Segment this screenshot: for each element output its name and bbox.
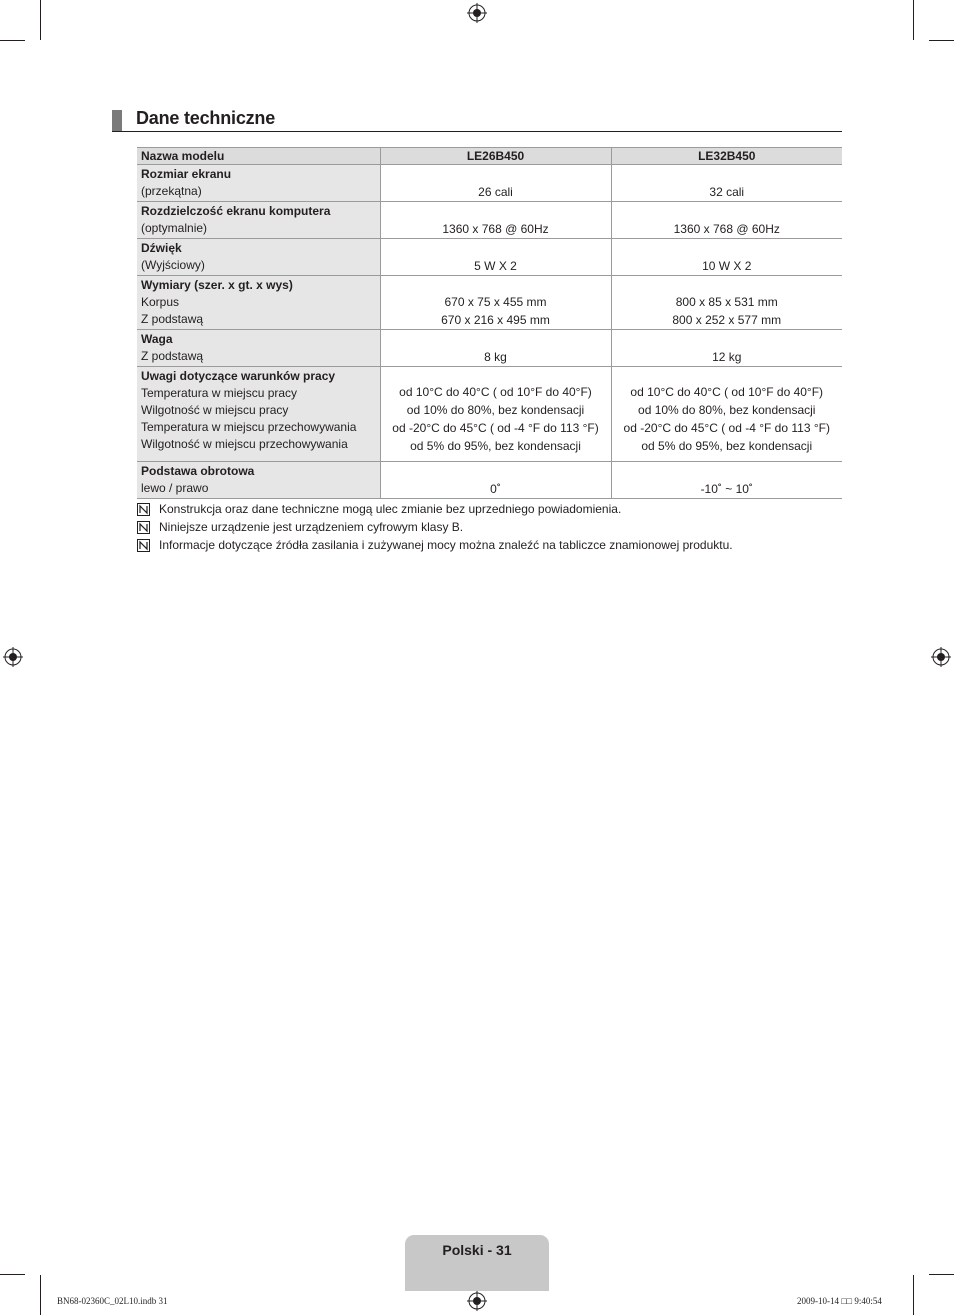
table-row [137,165,842,202]
print-slug-file: BN68-02360C_02L10.indb 31 [57,1296,168,1306]
row-label [137,202,380,239]
crop-mark [40,1275,41,1315]
row-value-model-1 [380,165,611,202]
note-icon [137,521,150,534]
registration-mark-icon [3,647,23,667]
crop-mark [929,1274,954,1275]
row-label-sub: Korpus [141,295,180,309]
row-label [137,330,380,367]
table-row [137,462,842,499]
cell-value: od -20°C do 45°C ( od -4 °F do 113 °F) [392,421,599,435]
table-row [137,202,842,239]
row-value-model-1 [380,462,611,499]
cell-value: 5 W X 2 [474,259,517,273]
row-value-model-2 [611,202,842,239]
row-label-sub: (Wyjściowy) [141,258,205,272]
cell-value: od 5% do 95%, bez kondensacji [641,439,813,453]
row-value-model-2 [611,276,842,330]
cell-value: 670 x 216 x 495 mm [441,313,550,327]
row-label-sub: Z podstawą [141,349,204,363]
header-model-name: Nazwa modelu [137,148,380,165]
crop-mark [0,1274,25,1275]
row-value-model-2 [611,330,842,367]
cell-value: od 5% do 95%, bez kondensacji [410,439,581,453]
list-item [137,500,857,518]
note-text: Konstrukcja oraz dane techniczne mogą ulec zmianie bez uprzedniego powiadomienia. [159,502,622,516]
row-value-model-2 [611,239,842,276]
row-label [137,165,380,202]
row-value-model-2 [611,367,842,462]
notes-list [137,500,857,554]
cell-value: od 10°C do 40°C ( od 10°F do 40°F) [399,385,592,399]
crop-mark [913,0,914,40]
page-number-tab [405,1235,549,1291]
print-slug-date: 2009-10-14 □□ 9:40:54 [797,1296,882,1306]
row-value-model-1 [380,330,611,367]
spec-table [137,147,842,499]
cell-value: -10˚ ~ 10˚ [700,482,753,496]
row-label-sub: lewo / prawo [141,481,209,495]
cell-value: 0˚ [490,482,501,496]
header-model-1: LE26B450 [380,148,611,165]
row-label [137,367,380,462]
crop-mark [40,0,41,40]
cell-value: 10 W X 2 [702,259,752,273]
crop-mark [913,1275,914,1315]
registration-mark-icon [931,647,951,667]
crop-mark [0,40,25,41]
row-value-model-1 [380,276,611,330]
row-value-model-1 [380,239,611,276]
heading-bar [112,110,122,131]
row-label-title: Dźwięk [141,241,182,255]
cell-value: 1360 x 768 @ 60Hz [442,222,549,236]
registration-mark-icon [467,1291,487,1311]
row-label-title: Waga [141,332,173,346]
row-label-sub: (przekątna) [141,184,202,198]
table-header-row [137,148,842,165]
row-label [137,462,380,499]
cell-value: 12 kg [712,350,742,364]
row-value-model-2 [611,462,842,499]
table-row [137,330,842,367]
cell-value: od 10% do 80%, bez kondensacji [406,403,585,417]
cell-value: 32 cali [709,185,745,199]
row-label-title: Uwagi dotyczące warunków pracy [141,369,336,383]
cell-value: 8 kg [484,350,507,364]
row-label [137,276,380,330]
page-number: Polski - 31 [442,1242,512,1258]
cell-value: 26 cali [478,185,513,199]
row-label-sub: (optymalnie) [141,221,208,235]
page-title: Dane techniczne [136,108,276,128]
note-icon [137,503,150,516]
row-label-title: Rozdzielczość ekranu komputera [141,204,331,218]
row-label-title: Podstawa obrotowa [141,464,255,478]
table-row [137,276,842,330]
list-item [137,536,857,554]
row-value-model-2 [611,165,842,202]
cell-value: 800 x 85 x 531 mm [675,295,778,309]
row-label-title: Rozmiar ekranu [141,167,232,181]
row-label-sub: Temperatura w miejscu pracy [141,386,298,400]
list-item [137,518,857,536]
section-heading [112,108,842,132]
cell-value: od 10°C do 40°C ( od 10°F do 40°F) [630,385,824,399]
note-text: Informacje dotyczące źródła zasilania i zużywanej mocy można znaleźć na tabliczce znamionowej produktu. [159,538,733,552]
registration-mark-icon [467,3,487,23]
row-label-sub: Wilgotność w miejscu pracy [141,403,289,417]
cell-value: od -20°C do 45°C ( od -4 °F do 113 °F) [623,421,830,435]
cell-value: 800 x 252 x 577 mm [672,313,782,327]
row-label [137,239,380,276]
table-row [137,239,842,276]
note-icon [137,539,150,552]
table-row [137,367,842,462]
row-label-title: Wymiary (szer. x gt. x wys) [141,278,293,292]
cell-value: 670 x 75 x 455 mm [444,295,547,309]
crop-mark [929,40,954,41]
note-text: Niniejsze urządzenie jest urządzeniem cyfrowym klasy B. [159,520,464,534]
row-label-sub: Temperatura w miejscu przechowywania [141,420,357,434]
row-label-sub: Wilgotność w miejscu przechowywania [141,437,348,451]
row-value-model-1 [380,202,611,239]
header-model-2: LE32B450 [611,148,842,165]
cell-value: 1360 x 768 @ 60Hz [673,222,780,236]
cell-value: od 10% do 80%, bez kondensacji [638,403,816,417]
row-label-sub: Z podstawą [141,312,204,326]
row-value-model-1 [380,367,611,462]
